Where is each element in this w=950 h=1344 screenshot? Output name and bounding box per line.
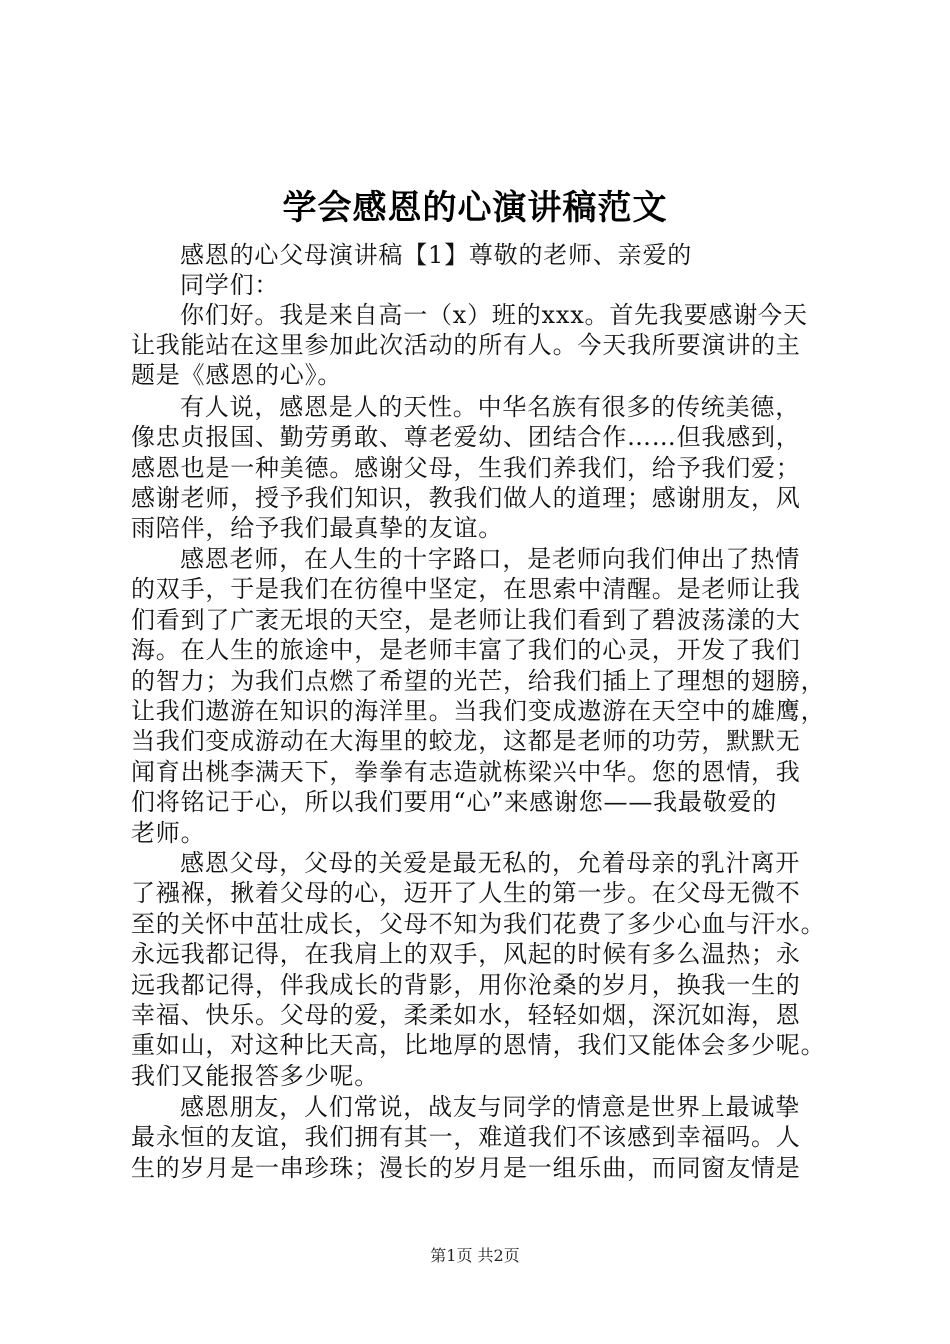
- page-number-footer: 第1页 共2页: [430, 1246, 520, 1265]
- paragraph-line: 同学们：: [180, 271, 280, 299]
- document-title: 学会感恩的心演讲稿范文: [282, 188, 668, 228]
- paragraph-line: 的双手，于是我们在彷徨中坚定，在思索中清醒。是老师让我: [131, 575, 801, 603]
- paragraph-line: 感谢老师，授予我们知识，教我们做人的道理；感谢朋友，风: [131, 484, 801, 512]
- paragraph-line: 让我们遨游在知识的海洋里。当我们变成遨游在天空中的雄鹰，: [131, 697, 826, 725]
- paragraph-line: 生的岁月是一串珍珠；漫长的岁月是一组乐曲，而同窗友情是: [131, 1154, 801, 1182]
- paragraph-line: 有人说，感恩是人的天性。中华名族有很多的传统美德，: [180, 393, 800, 421]
- paragraph-line: 们看到了广袤无垠的天空，是老师让我们看到了碧波荡漾的大: [131, 606, 801, 634]
- paragraph-line: 最永恒的友谊，我们拥有其一，难道我们不该感到幸福吗。人: [131, 1123, 801, 1151]
- paragraph-line: 至的关怀中茁壮成长，父母不知为我们花费了多少心血与汗水。: [131, 910, 826, 938]
- paragraph-line: 远我都记得，伴我成长的背影，用你沧桑的岁月，换我一生的: [131, 971, 801, 999]
- paragraph-line: 感恩老师，在人生的十字路口，是老师向我们伸出了热情: [180, 545, 800, 573]
- paragraph-line: 像忠贞报国、勤劳勇敢、尊老爱幼、团结合作……但我感到，: [131, 423, 801, 451]
- paragraph-line: 海。在人生的旅途中，是老师丰富了我们的心灵，开发了我们: [131, 636, 801, 664]
- paragraph-line: 雨陪伴，给予我们最真挚的友谊。: [131, 514, 503, 542]
- paragraph-line: 我们又能报答多少呢。: [131, 1062, 379, 1090]
- paragraph-line: 感恩的心父母演讲稿【1】尊敬的老师、亲爱的: [180, 241, 693, 269]
- paragraph-line: 感恩也是一种美德。感谢父母，生我们养我们，给予我们爱；: [131, 454, 801, 482]
- paragraph-line: 感恩朋友，人们常说，战友与同学的情意是世界上最诚挚: [180, 1093, 800, 1121]
- paragraph-line: 题是《感恩的心》。: [131, 361, 343, 389]
- paragraph-line: 闻育出桃李满天下，拳拳有志造就栋梁兴中华。您的恩情，我: [131, 758, 801, 786]
- paragraph-line: 你们好。我是来自高一（x）班的xxx。首先我要感谢今天: [180, 301, 808, 329]
- paragraph-line: 当我们变成游动在大海里的蛟龙，这都是老师的功劳，默默无: [131, 727, 801, 755]
- paragraph-line: 幸福、快乐。父母的爱，柔柔如水，轻轻如烟，深沉如海，恩: [131, 1001, 801, 1029]
- paragraph-line: 让我能站在这里参加此次活动的所有人。今天我所要演讲的主: [131, 331, 801, 359]
- paragraph-line: 老师。: [131, 819, 206, 847]
- paragraph-line: 的智力；为我们点燃了希望的光芒，给我们插上了理想的翅膀，: [131, 667, 826, 695]
- paragraph-line: 们将铭记于心，所以我们要用“心”来感谢您——我最敬爱的: [131, 788, 778, 816]
- paragraph-line: 了襁褓，揪着父母的心，迈开了人生的第一步。在父母无微不: [131, 879, 801, 907]
- paragraph-line: 重如山，对这种比天高，比地厚的恩情，我们又能体会多少呢。: [131, 1031, 826, 1059]
- paragraph-line: 感恩父母，父母的关爱是最无私的，允着母亲的乳汁离开: [180, 849, 800, 877]
- paragraph-line: 永远我都记得，在我肩上的双手，风起的时候有多么温热；永: [131, 940, 801, 968]
